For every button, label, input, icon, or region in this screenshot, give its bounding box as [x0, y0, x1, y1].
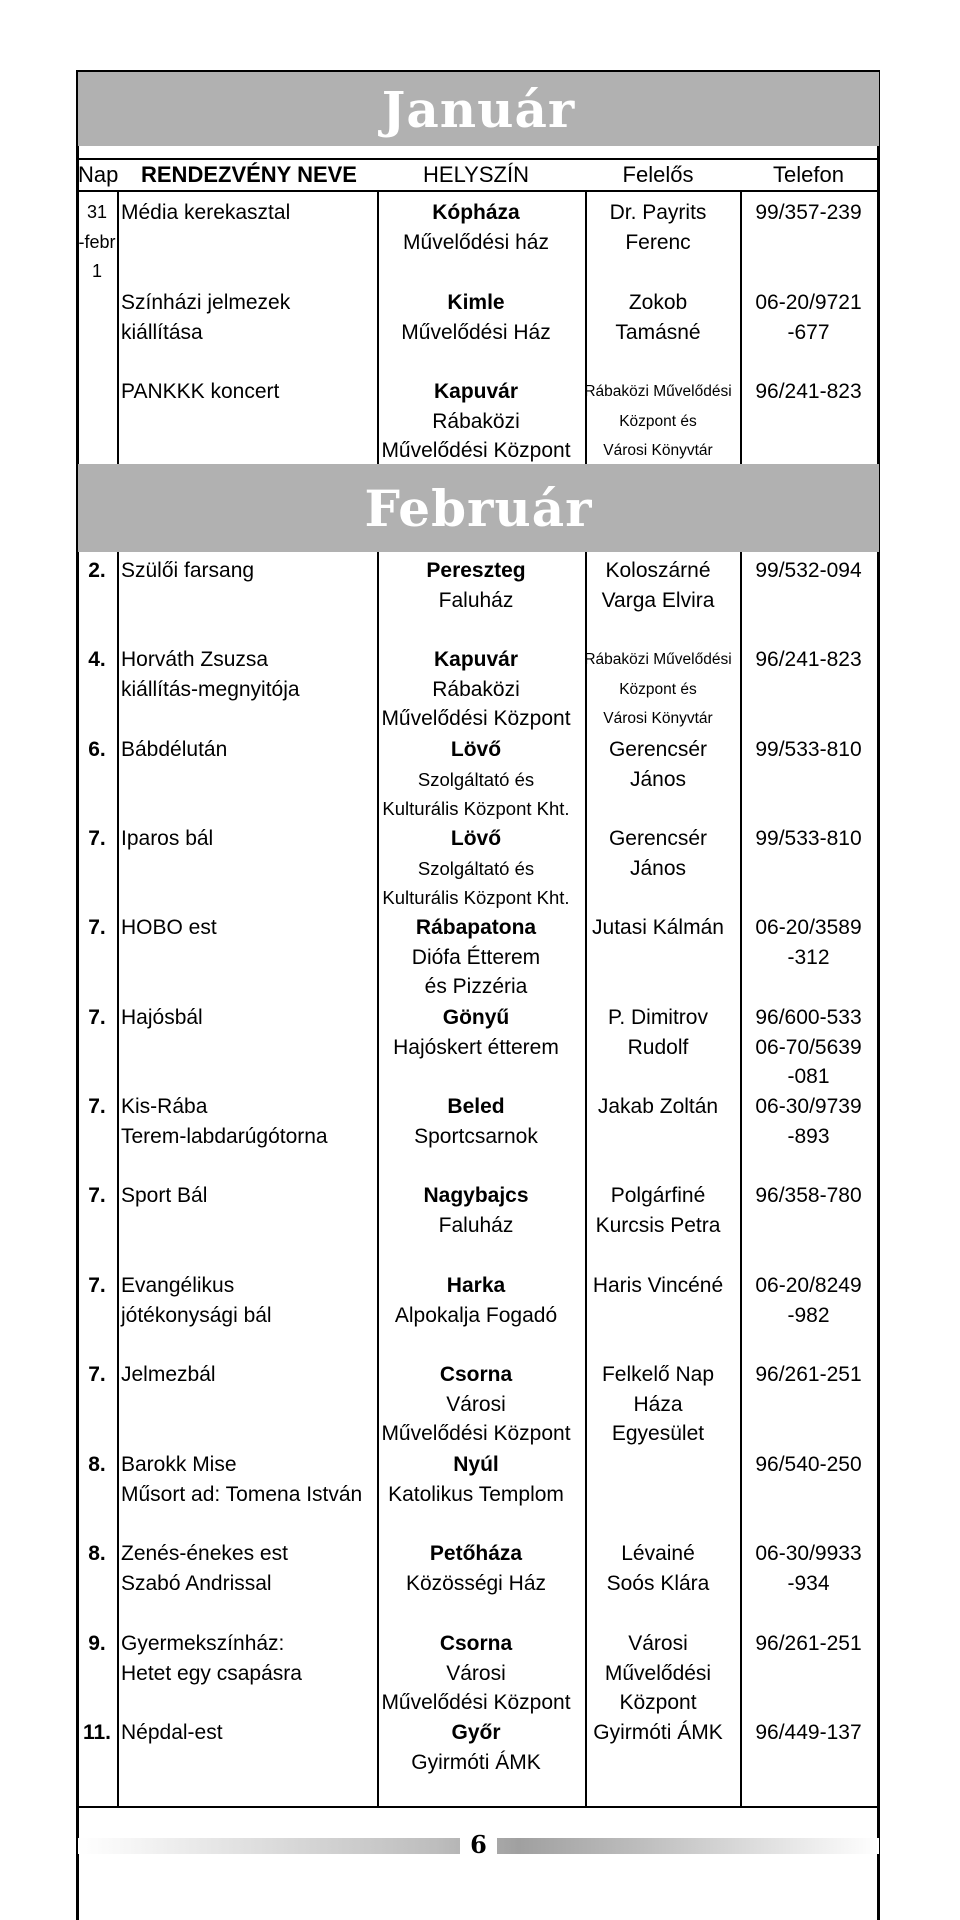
event-town: Gönyű [442, 1006, 510, 1029]
event-responsible: Gerencsér János [608, 738, 708, 791]
event-phone: 06-20/3589 -312 [755, 916, 862, 969]
event-phone: 96/449-137 [755, 1721, 862, 1744]
event-place [378, 288, 574, 347]
event-responsible: Dr. Payrits Ferenc [609, 201, 707, 254]
event-responsible: Városi Művelődési Központ [604, 1632, 712, 1714]
column-divider [117, 192, 119, 464]
event-place [378, 1003, 574, 1062]
event-town: Pereszteg [426, 559, 526, 582]
event-responsible: Lévainé Soós Klára [606, 1542, 710, 1595]
event-name: Iparos bál [121, 827, 214, 850]
event-day: 8. [88, 1542, 106, 1565]
event-name: HOBO est [121, 916, 217, 939]
event-venue: Rábaközi Művelődési Központ [381, 409, 571, 462]
event-name: Hajósbál [121, 1006, 203, 1029]
col-name-header: RENDEZVÉNY NEVE [141, 162, 357, 187]
col-place-header: HELYSZÍN [423, 162, 529, 187]
event-responsible: Polgárfiné Kurcsis Petra [595, 1184, 721, 1237]
event-phone: 06-20/9721 -677 [755, 291, 862, 344]
event-place [378, 1450, 574, 1509]
event-venue: Városi Művelődési Központ [381, 1661, 571, 1714]
event-day: 7. [88, 916, 106, 939]
event-name: Sport Bál [121, 1184, 208, 1207]
event-town: Kimle [447, 291, 505, 314]
event-name: Horváth Zsuzsa kiállítás-megnyitója [121, 648, 300, 701]
event-day: 9. [88, 1632, 106, 1655]
event-name: Média kerekasztal [121, 201, 291, 224]
event-name: Gyermekszínház: Hetet egy csapásra [121, 1632, 302, 1685]
event-venue: Művelődési ház [403, 230, 549, 254]
event-name: Kis-Rába Terem-labdarúgótorna [121, 1095, 328, 1148]
page-number-wrapper [78, 1830, 879, 1859]
event-venue: Hajóskert étterem [393, 1035, 559, 1059]
event-place [378, 645, 574, 734]
event-name: Zenés-énekes est Szabó Andrissal [121, 1542, 288, 1595]
event-town: Rábapatona [415, 916, 537, 939]
event-town: Nyúl [453, 1453, 499, 1476]
event-venue: Gyirmóti ÁMK [411, 1750, 541, 1774]
event-name: PANKKK koncert [121, 380, 280, 403]
event-place [378, 735, 574, 824]
event-town: Harka [446, 1274, 506, 1297]
event-responsible: Rábaközi Művelődési Központ és Városi Könyvtár [584, 651, 732, 727]
column-divider [585, 552, 587, 1808]
event-responsible: Koloszárné Varga Elvira [601, 559, 715, 612]
event-town: Győr [451, 1721, 501, 1744]
event-name: Színházi jelmezek kiállítása [121, 291, 291, 344]
event-town: Beled [447, 1095, 505, 1118]
event-venue: Városi Művelődési Központ [381, 1392, 571, 1445]
event-phone: 96/261-251 [755, 1632, 862, 1655]
event-phone: 96/540-250 [755, 1453, 862, 1476]
event-town: Csorna [439, 1632, 513, 1655]
event-place [378, 556, 574, 615]
event-place [378, 824, 574, 913]
event-responsible: Rábaközi Művelődési Központ és Városi Könyvtár [584, 383, 732, 459]
event-place [378, 1092, 574, 1151]
event-phone: 06-20/8249 -982 [755, 1274, 862, 1327]
event-place [378, 1718, 574, 1777]
event-name: Barokk Mise Műsort ad: Tomena István [121, 1453, 363, 1506]
event-place [378, 377, 574, 466]
event-venue: Diófa Étterem és Pizzéria [411, 945, 541, 998]
table-header [78, 158, 879, 192]
event-responsible: Felkelő Nap Háza Egyesület [601, 1363, 715, 1445]
event-day: 7. [88, 827, 106, 850]
event-venue: Faluház [438, 588, 514, 612]
event-day: 6. [88, 738, 106, 761]
event-phone: 99/357-239 [755, 201, 862, 224]
event-day: 2. [88, 559, 106, 582]
event-place [378, 1539, 574, 1598]
event-town: Lövő [450, 827, 502, 850]
event-phone: 06-30/9933 -934 [755, 1542, 862, 1595]
event-responsible: Gerencsér János [608, 827, 708, 880]
event-venue: Alpokalja Fogadó [394, 1303, 558, 1327]
event-phone: 99/533-810 [755, 827, 862, 850]
event-name: Népdal-est [121, 1721, 223, 1744]
event-venue: Közösségi Ház [405, 1571, 547, 1595]
event-responsible: Jutasi Kálmán [592, 916, 724, 939]
event-venue: Sportcsarnok [414, 1124, 538, 1148]
january-title: Január [381, 79, 576, 139]
event-venue: Katolikus Templom [388, 1482, 564, 1506]
february-title: Február [364, 478, 593, 538]
event-day: 31 -febr 1 [78, 202, 116, 281]
event-day: 7. [88, 1184, 106, 1207]
table-bottom-rule [78, 1806, 879, 1808]
event-phone: 96/241-823 [755, 380, 862, 403]
col-day-header: Nap [78, 162, 119, 187]
event-town: Kapuvár [433, 380, 519, 403]
column-divider [117, 552, 119, 1808]
event-day: 7. [88, 1274, 106, 1297]
event-place [378, 1629, 574, 1718]
event-phone: 99/532-094 [755, 559, 862, 582]
event-day: 11. [82, 1721, 112, 1744]
event-venue: Szolgáltató és Kulturális Központ Kht. [382, 857, 570, 908]
event-venue: Szolgáltató és Kulturális Központ Kht. [382, 768, 570, 819]
event-responsible: Haris Vincéné [592, 1274, 724, 1297]
event-day: 8. [88, 1453, 106, 1476]
event-venue: Rábaközi Művelődési Központ [381, 677, 571, 730]
event-town: Petőháza [429, 1542, 523, 1565]
col-responsible-header: Felelős [622, 162, 694, 187]
event-name: Szülői farsang [121, 559, 255, 582]
event-name: Jelmezbál [121, 1363, 216, 1386]
event-name: Evangélikus jótékonysági bál [121, 1274, 272, 1327]
event-place [378, 1360, 574, 1449]
january-title-bar [78, 72, 879, 146]
event-phone: 96/600-533 06-70/5639 -081 [755, 1006, 862, 1088]
event-phone: 96/358-780 [755, 1184, 862, 1207]
event-responsible: Gyirmóti ÁMK [593, 1721, 723, 1744]
february-title-bar [78, 464, 879, 552]
event-phone: 06-30/9739 -893 [755, 1095, 862, 1148]
col-phone-header: Telefon [773, 162, 844, 187]
event-responsible: Zokob Tamásné [615, 291, 701, 344]
event-phone: 96/241-823 [755, 648, 862, 671]
event-phone: 96/261-251 [755, 1363, 862, 1386]
event-place [378, 198, 574, 257]
event-town: Kapuvár [433, 648, 519, 671]
event-town: Nagybajcs [423, 1184, 529, 1207]
event-place [378, 1271, 574, 1330]
event-day: 7. [88, 1006, 106, 1029]
event-town: Csorna [439, 1363, 513, 1386]
event-day: 4. [88, 648, 106, 671]
event-responsible: Jakab Zoltán [597, 1095, 719, 1118]
event-name: Bábdélután [121, 738, 228, 761]
event-venue: Faluház [438, 1213, 514, 1237]
event-town: Kópháza [432, 201, 520, 224]
event-day: 7. [88, 1363, 106, 1386]
event-responsible: P. Dimitrov Rudolf [608, 1006, 708, 1059]
event-phone: 99/533-810 [755, 738, 862, 761]
event-venue: Művelődési Ház [401, 320, 551, 344]
event-day: 7. [88, 1095, 106, 1118]
page-number: 6 [460, 1830, 497, 1859]
event-place [378, 913, 574, 1002]
event-town: Lövő [450, 738, 502, 761]
event-place [378, 1181, 574, 1240]
